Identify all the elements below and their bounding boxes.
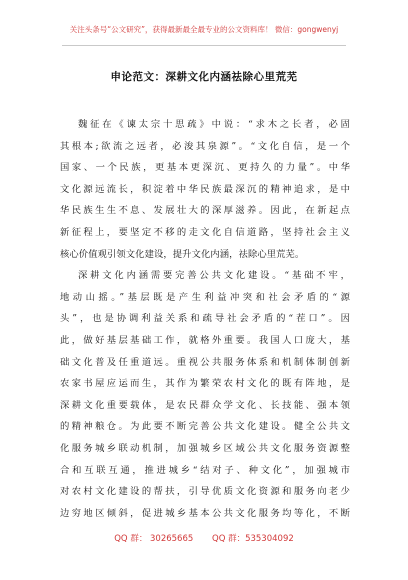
body-line: 边穷地区倾斜，促进城乡基本公共文化服务均等化，不断 xyxy=(60,507,350,519)
body-line: 合和互联互通，推进城乡“结对子、种文化”，加强城市 xyxy=(60,464,350,476)
body-line: 头”，也是协调利益关系和疏导社会矛盾的“茬口”。因 xyxy=(60,313,350,325)
body-line: 深耕文化内涵需要完善公共文化建设。“基础不牢， xyxy=(78,270,350,282)
header-divider xyxy=(62,45,346,46)
body-line: 地动山摇。”基层既是产生利益冲突和社会矛盾的“源 xyxy=(60,291,350,303)
body-line: 新征程上，要坚定不移的走文化自信道路，坚持社会主义 xyxy=(60,226,350,238)
footer-qq-group-1: QQ 群： 30265665 xyxy=(114,534,194,544)
body-line: 其根本;欲流之远者，必浚其泉源”。“文化自信，是一个 xyxy=(60,140,350,152)
body-line: 农家书屋应运而生，其作为繁荣农村文化的既有阵地，是 xyxy=(60,378,350,390)
body-line: 魏征在《谏太宗十思疏》中说：“求木之长者，必固 xyxy=(78,119,350,130)
body-line: 深耕文化重要载体，是农民群众学文化、长技能、强本领 xyxy=(60,399,350,411)
body-line: 化服务城乡联动机制，加强城乡区域公共文化服务资源整 xyxy=(60,442,350,454)
document-body xyxy=(60,114,350,524)
document-title: 申论范文：深耕文化内涵祛除心里荒芜 xyxy=(110,71,298,83)
body-line: 核心价值观引领文化建设，提升文化内涵，祛除心里荒芜。 xyxy=(60,248,305,260)
body-line: 对农村文化建设的帮扶，引导优质文化资源和服务向老少 xyxy=(60,486,350,498)
body-line: 华民族生生不息、发展壮大的深厚滋养。因此，在新起点 xyxy=(60,205,350,217)
header-promo-banner: 关注头条号“公文研究”，获得最新最全最专业的公文资料库！ 微信：gongwenyj xyxy=(69,25,339,34)
body-line: 础文化普及任重道远。重视公共服务体系和机制体制创新 xyxy=(60,356,350,368)
footer-qq-banner xyxy=(0,532,408,544)
footer-qq-group-2: QQ 群：535304092 xyxy=(212,534,294,544)
body-line: 国家、一个民族，更基本更深沉、更持久的力量”。中华 xyxy=(60,162,350,174)
body-line: 此，做好基层基础工作，就格外重要。我国人口庞大，基 xyxy=(60,334,350,346)
body-line: 的精神粮仓。为此要不断完善公共文化建设。健全公共文 xyxy=(60,421,350,433)
body-line: 文化源远流长，积淀着中华民族最深沉的精神追求，是中 xyxy=(60,183,350,195)
